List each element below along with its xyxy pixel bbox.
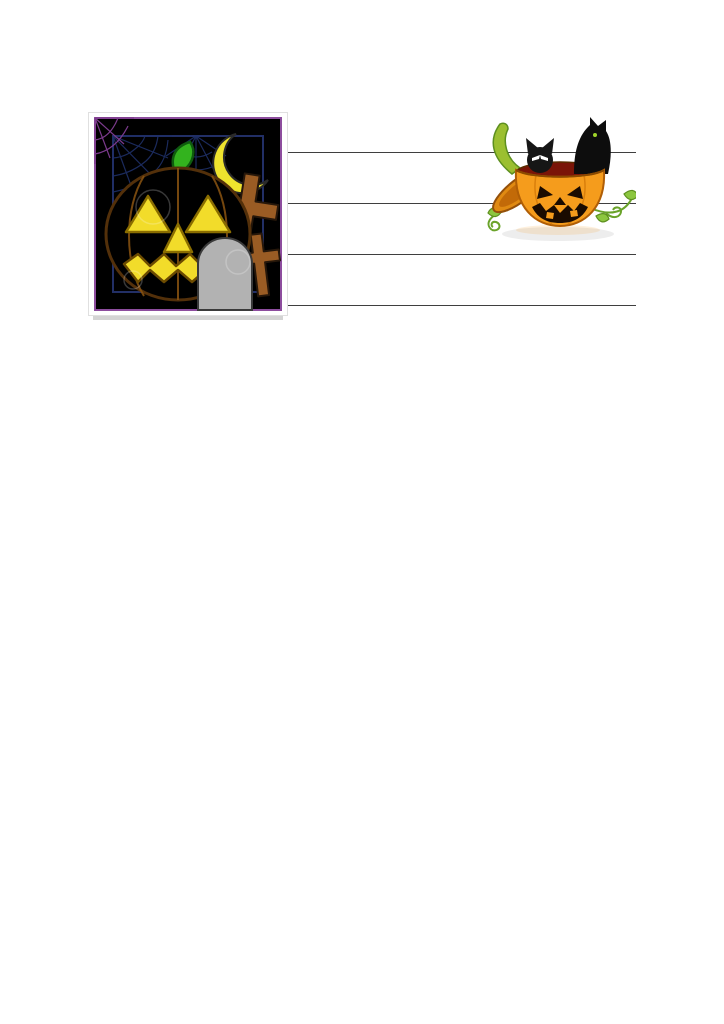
- candy-corn-border-top: [16, 20, 708, 94]
- candy-corn-border-right: [636, 94, 706, 940]
- pumpkin-scene-image: [88, 112, 288, 322]
- candy-corn-border-bottom: [16, 934, 708, 1014]
- candy-corn-border-left: [18, 94, 86, 940]
- black-cat-icon: [574, 117, 611, 174]
- worksheet-content: [88, 94, 636, 340]
- photo-shadow: [93, 316, 283, 320]
- tombstone-icon: [198, 238, 252, 310]
- pumpkin-bowl: [516, 170, 604, 226]
- black-cat-icon: [526, 138, 554, 173]
- jack-o-lantern-scene-icon: [88, 112, 288, 322]
- cats-in-pumpkin-image: [478, 112, 636, 244]
- black-cats-pumpkin-icon: [478, 112, 636, 244]
